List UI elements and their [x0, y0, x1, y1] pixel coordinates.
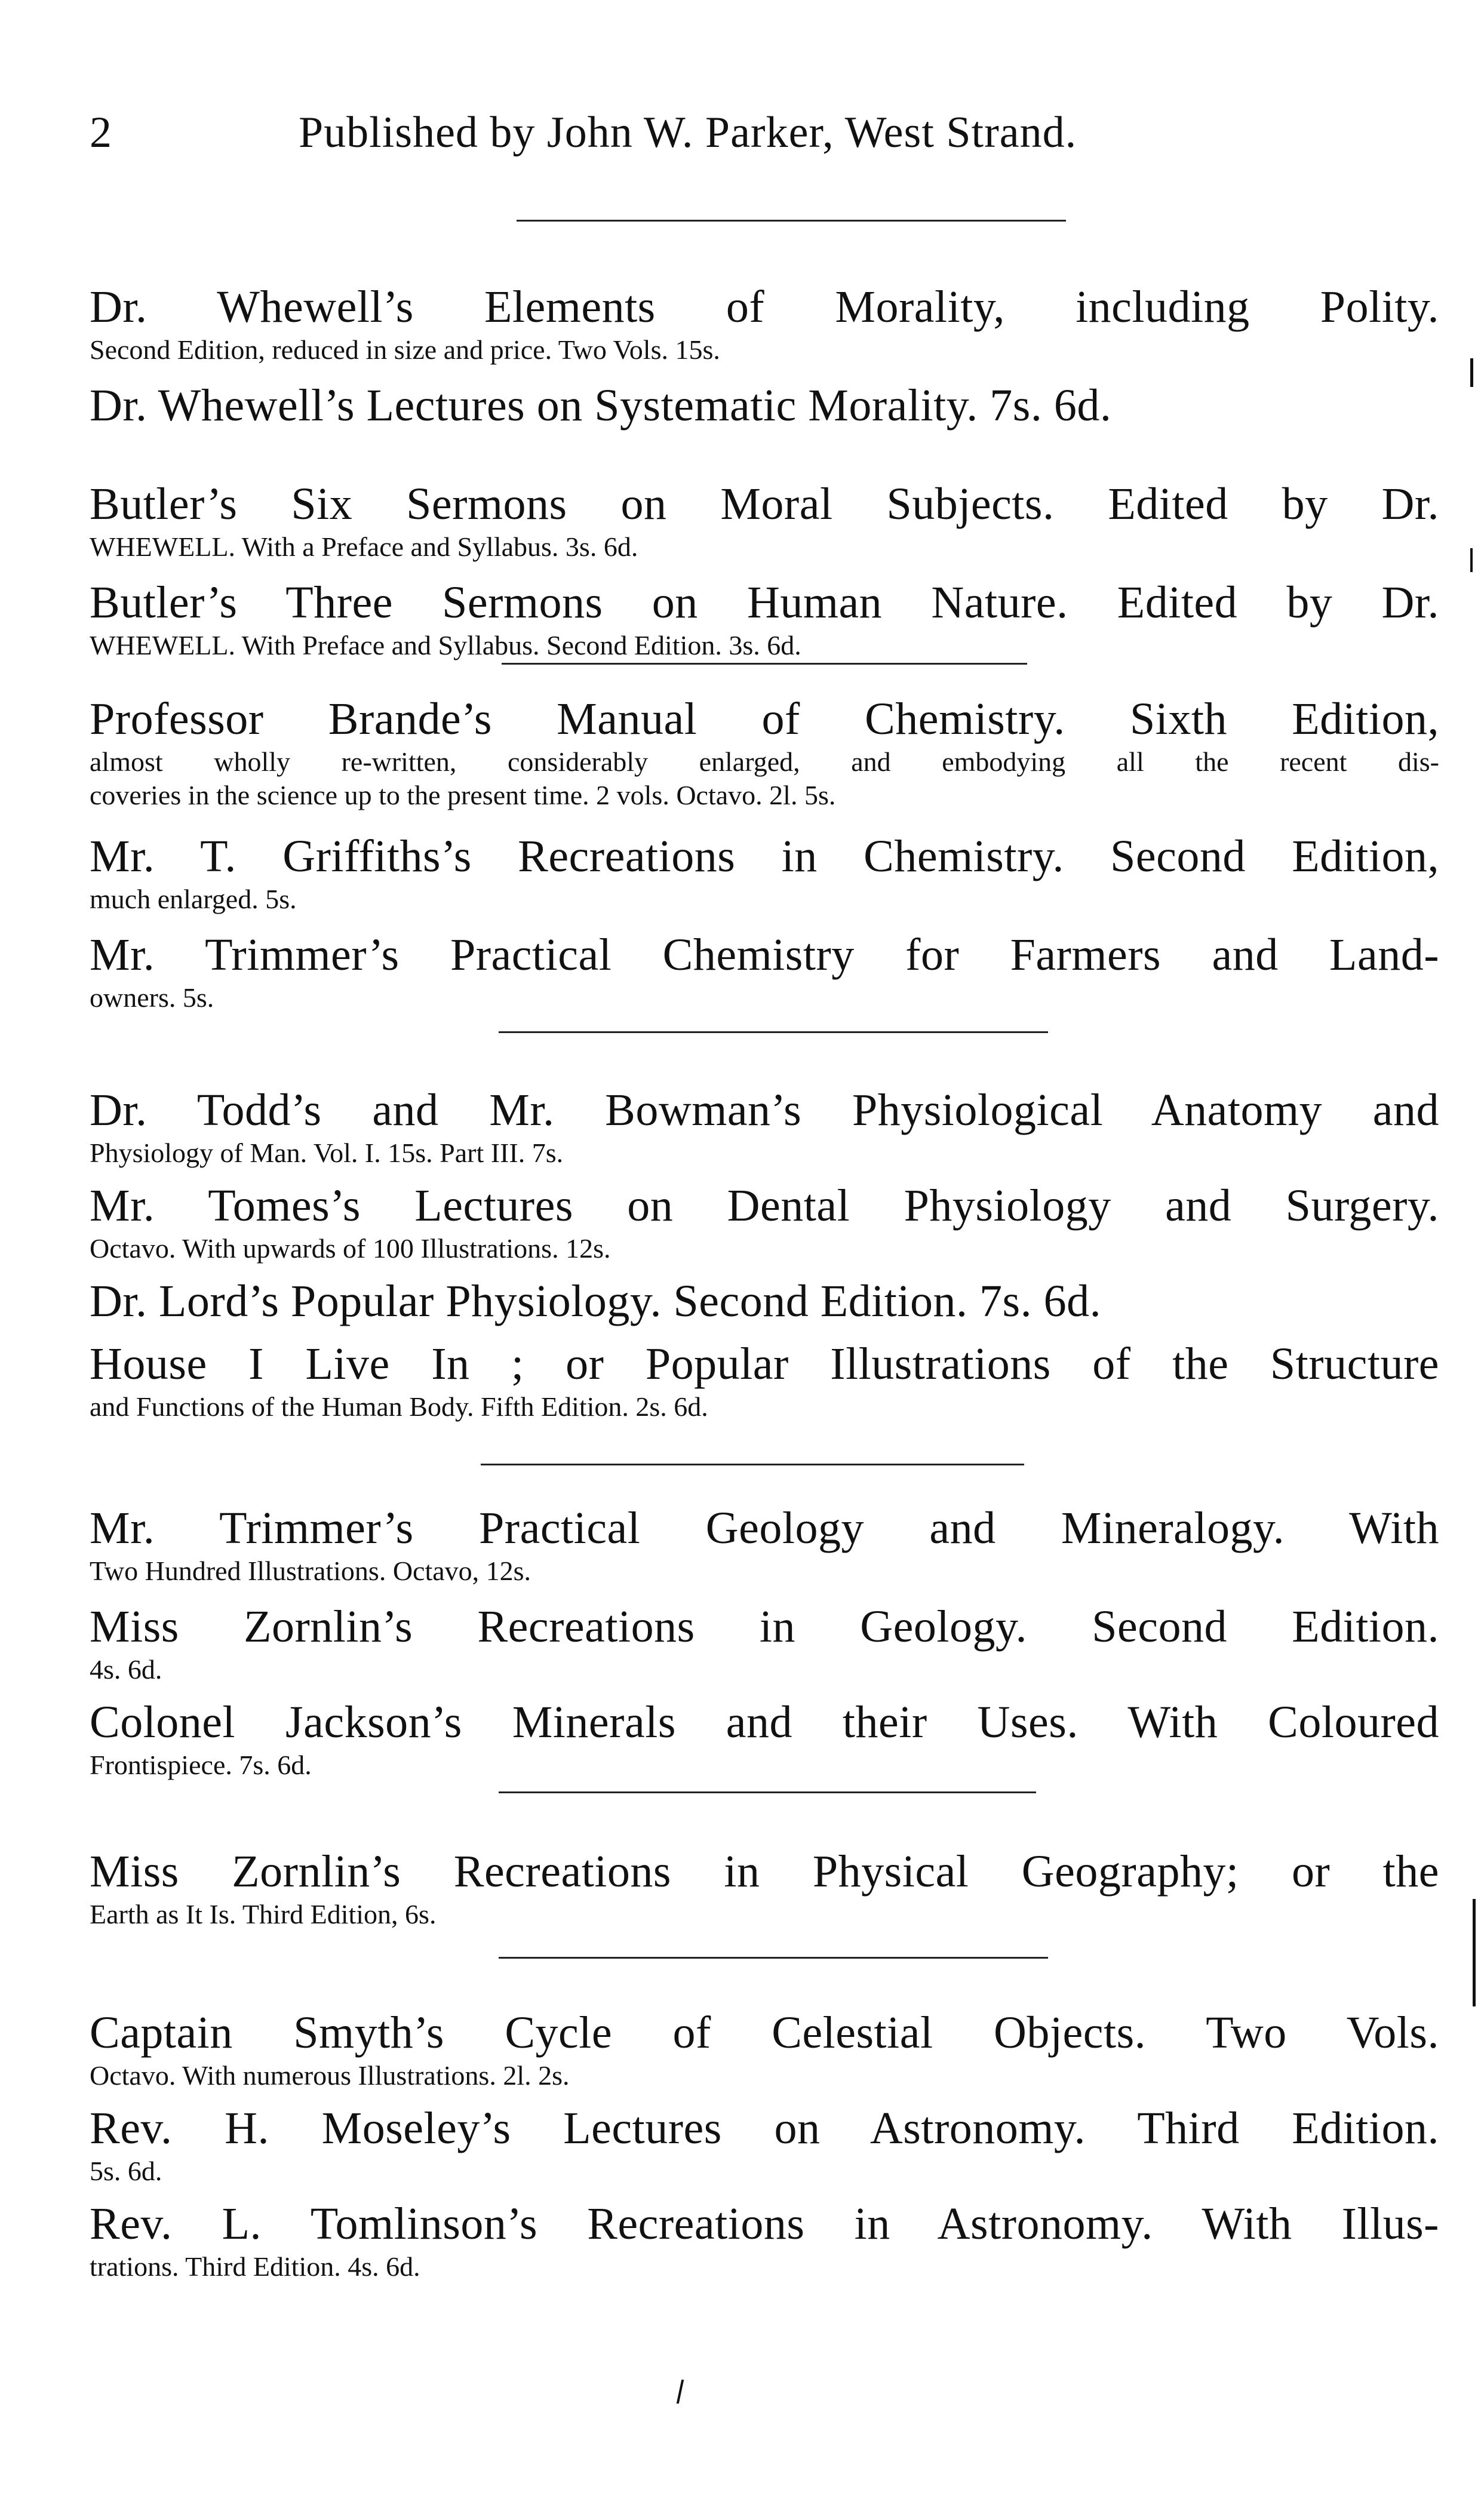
- book-details: trations. Third Edition. 4s. 6d.: [90, 2251, 420, 2282]
- book-entry: [90, 693, 1439, 812]
- book-details: Frontispiece. 7s. 6d.: [90, 1750, 312, 1780]
- book-details: WHEWELL. With Preface and Syllabus. Second Edition. 3s. 6d.: [90, 630, 801, 660]
- book-details: Earth as It Is. Third Edition, 6s.: [90, 1899, 437, 1929]
- divider-rule: [502, 663, 1027, 665]
- book-title: Colonel Jackson’s Minerals and their Uses. With Coloured: [90, 1697, 1439, 1747]
- book-title: Dr. Todd’s and Mr. Bowman’s Physiological Anatomy and: [90, 1085, 1439, 1135]
- book-entry: [90, 281, 1439, 367]
- book-entry: [90, 1600, 1439, 1686]
- book-details: and Functions of the Human Body. Fifth Edition. 2s. 6d.: [90, 1391, 708, 1422]
- book-title: Mr. T. Griffiths’s Recreations in Chemistry. Second Edition,: [90, 831, 1439, 881]
- book-title: Dr. Whewell’s Lectures on Systematic Morality. 7s. 6d.: [90, 380, 1112, 431]
- divider-rule: [499, 1957, 1048, 1959]
- book-title: Rev. L. Tomlinson’s Recreations in Astronomy. With Illus-: [90, 2199, 1439, 2249]
- book-details: Octavo. With upwards of 100 Illustrations. 12s.: [90, 1233, 611, 1264]
- book-details: Second Edition, reduced in size and price. Two Vols. 15s.: [90, 334, 720, 365]
- book-title: Captain Smyth’s Cycle of Celestial Objects. Two Vols.: [90, 2008, 1439, 2058]
- book-details: almost wholly re-written, considerably enlarged, and embodying all the recent dis-: [90, 746, 1439, 777]
- book-title: Butler’s Six Sermons on Moral Subjects. Edited by Dr.: [90, 479, 1439, 529]
- book-title: Professor Brande’s Manual of Chemistry. Sixth Edition,: [90, 694, 1439, 744]
- ink-speck: [677, 2380, 684, 2404]
- book-entry: [90, 478, 1439, 564]
- book-title: Mr. Tomes’s Lectures on Dental Physiology and Surgery.: [90, 1181, 1439, 1231]
- book-entry: [90, 1338, 1439, 1424]
- book-title: Mr. Trimmer’s Practical Chemistry for Farmers and Land-: [90, 930, 1439, 980]
- divider-rule: [499, 1031, 1048, 1033]
- book-entry: [90, 2198, 1439, 2284]
- running-title: Published by John W. Parker, West Strand.: [299, 108, 1077, 157]
- margin-ink-mark: [1473, 1899, 1476, 2006]
- book-details: 5s. 6d.: [90, 2156, 162, 2186]
- book-entry: [90, 1084, 1439, 1170]
- book-title: Butler’s Three Sermons on Human Nature. Edited by Dr.: [90, 577, 1439, 628]
- book-title: Dr. Whewell’s Elements of Morality, including Polity.: [90, 282, 1439, 332]
- book-title: Dr. Lord’s Popular Physiology. Second Edition. 7s. 6d.: [90, 1276, 1102, 1326]
- book-details: 4s. 6d.: [90, 1654, 162, 1685]
- book-entry: [90, 830, 1439, 916]
- book-entry: [90, 2102, 1439, 2188]
- margin-ink-mark: [1470, 358, 1473, 387]
- book-entry: [90, 1696, 1439, 1782]
- book-title: House I Live In ; or Popular Illustrations of the Structure: [90, 1339, 1439, 1389]
- divider-rule: [517, 220, 1066, 222]
- book-entry: [90, 1845, 1439, 1931]
- book-entry: [90, 379, 1439, 432]
- book-title: Miss Zornlin’s Recreations in Geology. Second Edition.: [90, 1602, 1439, 1652]
- book-details: WHEWELL. With a Preface and Syllabus. 3s. 6d.: [90, 531, 638, 562]
- divider-rule: [499, 1791, 1036, 1793]
- book-entry: [90, 1275, 1439, 1327]
- book-entry: [90, 1179, 1439, 1265]
- margin-ink-mark: [1470, 548, 1473, 572]
- book-title: Mr. Trimmer’s Practical Geology and Mineralogy. With: [90, 1503, 1439, 1553]
- book-details: Two Hundred Illustrations. Octavo, 12s.: [90, 1556, 531, 1586]
- book-details: owners. 5s.: [90, 982, 214, 1013]
- page-header: [90, 107, 1254, 173]
- book-details: Octavo. With numerous Illustrations. 2l. 2s.: [90, 2060, 570, 2091]
- book-details: much enlarged. 5s.: [90, 884, 297, 914]
- divider-rule: [481, 1464, 1024, 1465]
- book-entry: [90, 2006, 1439, 2092]
- book-title: Rev. H. Moseley’s Lectures on Astronomy. Third Edition.: [90, 2103, 1439, 2153]
- page-number: 2: [90, 108, 112, 157]
- book-details: Physiology of Man. Vol. I. 15s. Part III. 7s.: [90, 1138, 564, 1168]
- book-details: coveries in the science up to the present time. 2 vols. Octavo. 2l. 5s.: [90, 780, 836, 810]
- book-title: Miss Zornlin’s Recreations in Physical Geography; or the: [90, 1846, 1439, 1897]
- book-entry: [90, 929, 1439, 1015]
- book-entry: [90, 1502, 1439, 1588]
- book-entry: [90, 576, 1439, 662]
